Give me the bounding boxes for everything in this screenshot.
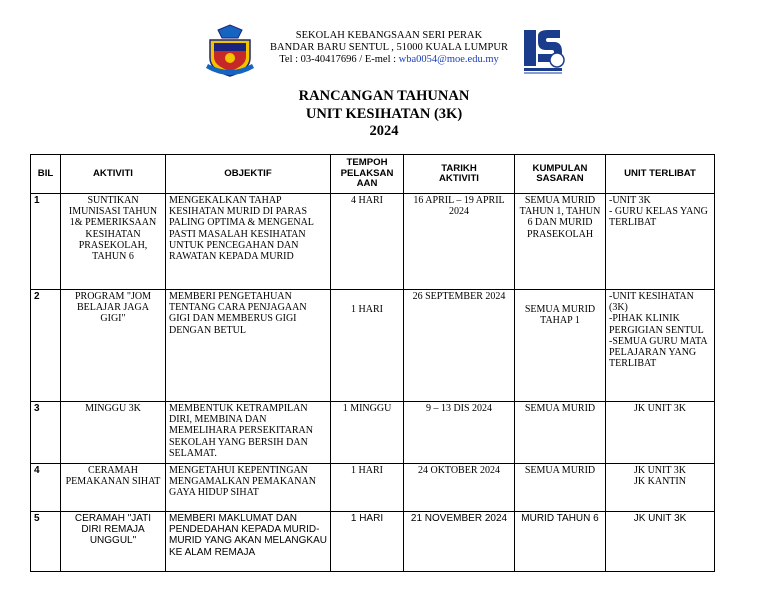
cell-kumpulan: MURID TAHUN 6 bbox=[515, 512, 606, 572]
contact-tel: Tel : 03-40417696 / E-mel : bbox=[279, 54, 399, 65]
contact-email: wba0054@moe.edu.my bbox=[398, 54, 499, 65]
annual-plan-table bbox=[30, 154, 715, 572]
header-bil: BIL bbox=[31, 155, 61, 194]
cell-tarikh: 16 APRIL – 19 APRIL 2024 bbox=[404, 194, 515, 290]
cell-aktiviti: CERAMAH "JATI DIRI REMAJA UNGGUL" bbox=[61, 512, 166, 572]
cell-aktiviti: CERAMAH PEMAKANAN SIHAT bbox=[61, 464, 166, 512]
cell-tarikh: 9 – 13 DIS 2024 bbox=[404, 402, 515, 464]
cell-bil: 4 bbox=[31, 464, 61, 512]
cell-unit: -UNIT KESIHATAN (3K) -PIHAK KLINIK PERGIGIAN SENTUL -SEMUA GURU MATA PELAJARAN YANG TERLIBAT bbox=[606, 290, 715, 402]
header-unit: UNIT TERLIBAT bbox=[606, 155, 715, 194]
cell-tarikh: 26 SEPTEMBER 2024 bbox=[404, 290, 515, 402]
cell-objektif: MEMBERI MAKLUMAT DAN PENDEDAHAN KEPADA MURID-MURID YANG AKAN MELANGKAU KE ALAM REMAJA bbox=[166, 512, 331, 572]
cell-aktiviti: SUNTIKAN IMUNISASI TAHUN 1& PEMERIKSAAN KESIHATAN PRASEKOLAH, TAHUN 6 bbox=[61, 194, 166, 290]
letterhead bbox=[200, 24, 570, 80]
cell-tempoh: 1 HARI bbox=[331, 464, 404, 512]
cell-unit: -UNIT 3K - GURU KELAS YANG TERLIBAT bbox=[606, 194, 715, 290]
school-name: SEKOLAH KEBANGSAAN SERI PERAK bbox=[295, 30, 483, 41]
cell-tempoh: 1 HARI bbox=[331, 290, 404, 402]
cell-bil: 3 bbox=[31, 402, 61, 464]
cell-objektif: MEMBERI PENGETAHUAN TENTANG CARA PENJAGAAN GIGI DAN MEMBERUS GIGI DENGAN BETUL bbox=[166, 290, 331, 402]
cell-kumpulan: SEMUA MURID bbox=[515, 464, 606, 512]
school-address: BANDAR BARU SENTUL , 51000 KUALA LUMPUR bbox=[270, 42, 508, 53]
cell-kumpulan: SEMUA MURID TAHUN 1, TAHUN 6 DAN MURID PRASEKOLAH bbox=[515, 194, 606, 290]
table-row bbox=[31, 464, 715, 512]
cell-aktiviti: MINGGU 3K bbox=[61, 402, 166, 464]
cell-bil: 5 bbox=[31, 512, 61, 572]
header-tempoh: TEMPOH PELAKSAN AAN bbox=[331, 155, 404, 194]
header-objektif: OBJEKTIF bbox=[166, 155, 331, 194]
title-year: 2024 bbox=[369, 123, 399, 139]
table-row bbox=[31, 512, 715, 572]
cell-tarikh: 24 OKTOBER 2024 bbox=[404, 464, 515, 512]
title-line-2: UNIT KESIHATAN (3K) bbox=[305, 105, 463, 122]
cell-bil: 1 bbox=[31, 194, 61, 290]
contact-line bbox=[258, 54, 520, 66]
cell-unit: JK UNIT 3K JK KANTIN bbox=[606, 464, 715, 512]
cell-bil: 2 bbox=[31, 290, 61, 402]
school-info bbox=[258, 30, 520, 66]
cell-objektif: MENGEKALKAN TAHAP KESIHATAN MURID DI PARAS PALING OPTIMA & MENGENAL PASTI MASALAH KESIHATAN UNTUK PENCEGAHAN DAN RAWATAN KEPADA MURID bbox=[166, 194, 331, 290]
cell-unit: JK UNIT 3K bbox=[606, 402, 715, 464]
table-row bbox=[31, 290, 715, 402]
cell-kumpulan: SEMUA MURID bbox=[515, 402, 606, 464]
cell-tempoh: 4 HARI bbox=[331, 194, 404, 290]
table-row bbox=[31, 402, 715, 464]
table-header-row bbox=[31, 155, 715, 194]
cell-aktiviti: PROGRAM "JOM BELAJAR JAGA GIGI" bbox=[61, 290, 166, 402]
cell-objektif: MENGETAHUI KEPENTINGAN MENGAMALKAN PEMAKANAN GAYA HIDUP SIHAT bbox=[166, 464, 331, 512]
header-aktiviti: AKTIVITI bbox=[61, 155, 166, 194]
cell-tarikh: 21 NOVEMBER 2024 bbox=[404, 512, 515, 572]
cell-objektif: MEMBENTUK KETRAMPILAN DIRI, MEMBINA DAN MEMELIHARA PERSEKITARAN SEKOLAH YANG BERSIH DAN SELAMAT. bbox=[166, 402, 331, 464]
document-title bbox=[0, 88, 768, 141]
school-crest-icon bbox=[204, 24, 256, 78]
cell-kumpulan: SEMUA MURID TAHAP 1 bbox=[515, 290, 606, 402]
cell-unit: JK UNIT 3K bbox=[606, 512, 715, 572]
header-tarikh: TARIKH AKTIVITI bbox=[404, 155, 515, 194]
title-line-1: RANCANGAN TAHUNAN bbox=[298, 88, 470, 104]
cell-tempoh: 1 MINGGU bbox=[331, 402, 404, 464]
cell-tempoh: 1 HARI bbox=[331, 512, 404, 572]
agency-logo-icon bbox=[520, 26, 566, 76]
header-kumpulan: KUMPULAN SASARAN bbox=[515, 155, 606, 194]
table-row bbox=[31, 194, 715, 290]
